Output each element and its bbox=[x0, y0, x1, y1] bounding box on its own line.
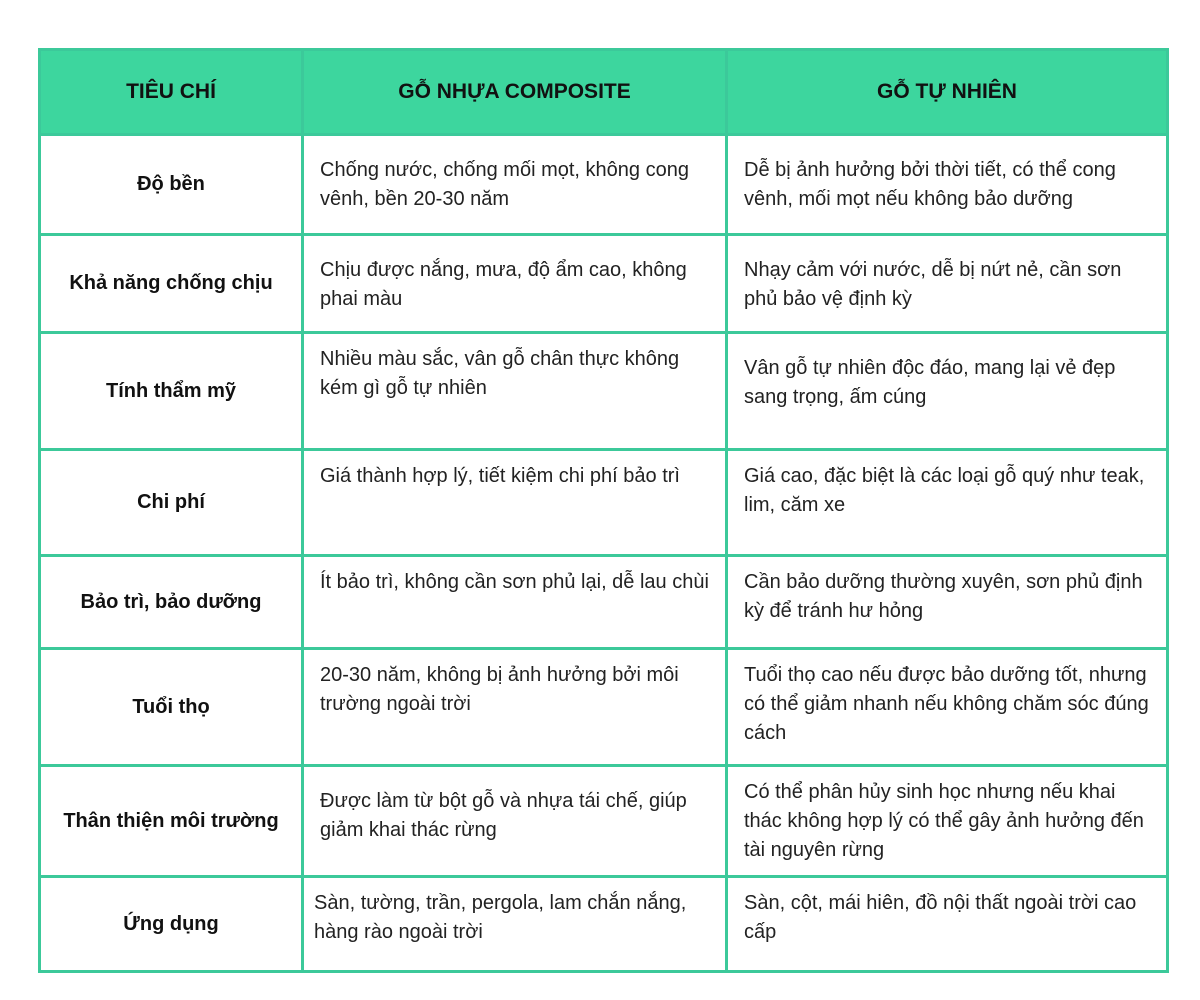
criterion-cell: Ứng dụng bbox=[40, 877, 303, 972]
comparison-table bbox=[38, 48, 1169, 973]
natural-cell: Cần bảo dưỡng thường xuyên, sơn phủ định kỳ để tránh hư hỏng bbox=[727, 556, 1168, 649]
composite-cell: Nhiều màu sắc, vân gỗ chân thực không kém gì gỗ tự nhiên bbox=[303, 333, 727, 450]
table-row bbox=[40, 450, 1168, 556]
header-criteria: TIÊU CHÍ bbox=[40, 50, 303, 135]
table-row bbox=[40, 556, 1168, 649]
header-composite-wood: GỖ NHỰA COMPOSITE bbox=[303, 50, 727, 135]
natural-cell: Dễ bị ảnh hưởng bởi thời tiết, có thể cong vênh, mối mọt nếu không bảo dưỡng bbox=[727, 135, 1168, 235]
criterion-cell: Tuổi thọ bbox=[40, 649, 303, 766]
composite-cell: Chống nước, chống mối mọt, không cong vênh, bền 20-30 năm bbox=[303, 135, 727, 235]
composite-cell: Chịu được nắng, mưa, độ ẩm cao, không phai màu bbox=[303, 235, 727, 333]
criterion-cell: Bảo trì, bảo dưỡng bbox=[40, 556, 303, 649]
header-row bbox=[40, 50, 1168, 135]
composite-cell: Giá thành hợp lý, tiết kiệm chi phí bảo trì bbox=[303, 450, 727, 556]
natural-cell: Sàn, cột, mái hiên, đồ nội thất ngoài trời cao cấp bbox=[727, 877, 1168, 972]
composite-cell: 20-30 năm, không bị ảnh hưởng bởi môi trường ngoài trời bbox=[303, 649, 727, 766]
criterion-cell: Tính thẩm mỹ bbox=[40, 333, 303, 450]
comparison-table-container bbox=[38, 48, 1166, 973]
criterion-cell: Thân thiện môi trường bbox=[40, 766, 303, 877]
natural-cell: Giá cao, đặc biệt là các loại gỗ quý như teak, lim, căm xe bbox=[727, 450, 1168, 556]
table-row bbox=[40, 766, 1168, 877]
criterion-cell: Chi phí bbox=[40, 450, 303, 556]
header-natural-wood: GỖ TỰ NHIÊN bbox=[727, 50, 1168, 135]
table-row bbox=[40, 877, 1168, 972]
composite-cell: Được làm từ bột gỗ và nhựa tái chế, giúp giảm khai thác rừng bbox=[303, 766, 727, 877]
criterion-cell: Khả năng chống chịu bbox=[40, 235, 303, 333]
table-row bbox=[40, 135, 1168, 235]
criterion-cell: Độ bền bbox=[40, 135, 303, 235]
table-body bbox=[40, 135, 1168, 972]
table-row bbox=[40, 333, 1168, 450]
natural-cell: Có thể phân hủy sinh học nhưng nếu khai thác không hợp lý có thể gây ảnh hưởng đến tài nguyên rừng bbox=[727, 766, 1168, 877]
composite-cell: Sàn, tường, trần, pergola, lam chắn nắng, hàng rào ngoài trời bbox=[303, 877, 727, 972]
table-row bbox=[40, 649, 1168, 766]
table-header bbox=[40, 50, 1168, 135]
natural-cell: Vân gỗ tự nhiên độc đáo, mang lại vẻ đẹp sang trọng, ấm cúng bbox=[727, 333, 1168, 450]
table-row bbox=[40, 235, 1168, 333]
composite-cell: Ít bảo trì, không cần sơn phủ lại, dễ lau chùi bbox=[303, 556, 727, 649]
natural-cell: Tuổi thọ cao nếu được bảo dưỡng tốt, nhưng có thể giảm nhanh nếu không chăm sóc đúng cách bbox=[727, 649, 1168, 766]
natural-cell: Nhạy cảm với nước, dễ bị nứt nẻ, cần sơn phủ bảo vệ định kỳ bbox=[727, 235, 1168, 333]
